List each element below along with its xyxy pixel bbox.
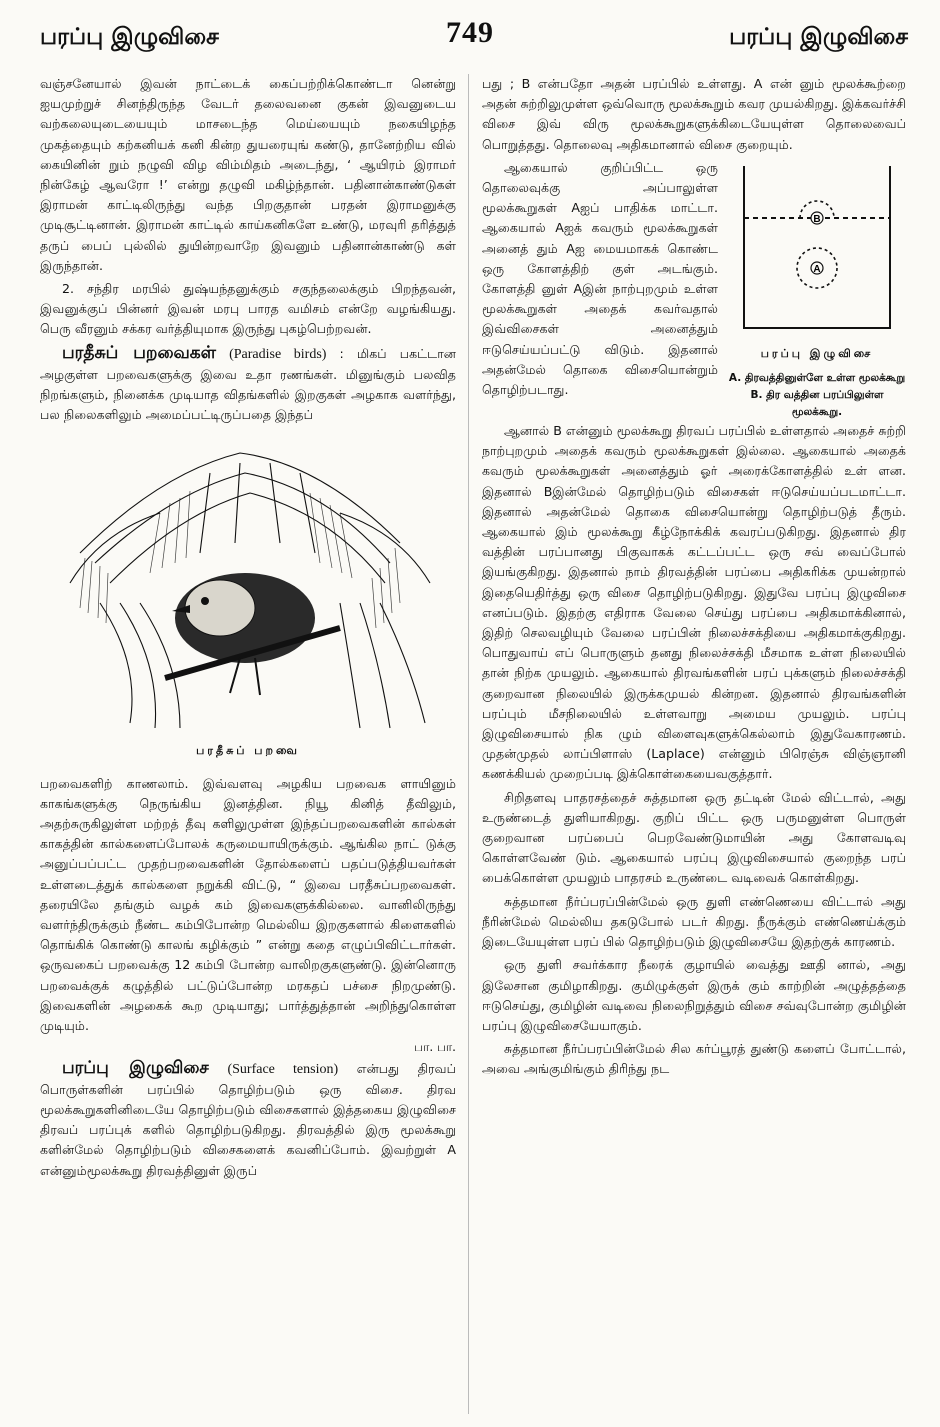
surface-tension-paragraph-3: ஆனால் B என்னும் மூலக்கூறு திரவப் பரப்பில் உள்ளதால் அதைச் சுற்றி நாற்புறமும் அதைக் கவரும் மூலக்கூறுகள் இல்லை. ஆகையால் அதைக் கவரும் மூலக்கூறுகள் அனைத்தும் ஓர் அரைக்கோளத்தில் உள் ளன. இதனால் Bஇன்மேல் தொழிற்படும் விசைகள் ஈடுசெய்யப்படமாட்டா. இதனால் அதன்மேல் தொகை விசையொன்று தொழிற்படுத் தீரும். ஆகையால் இம் மூலக்கூறு கீழ்நோக்கிக் கவரப்படுகிறது. இதனால் திர வத்தின் பரப்பானது பிகுவாகக் கட்டப்பட்ட ஒரு சவ் வைப்போல் இயங்குகிறது. இதனால் நாம் திரவத்தின் பரப்பை அதிகரிக்க முயன்றால் இதையெதிர்த்து ஒரு விசை தொழிற்படுகிறது. இதுவே பரப்பு இழுவிசை எனப்படும். இதற்கு எதிராக வேலை செய்து பரப்பை அதிகமாக்கினால், இதிற் செலவழியும் வேலை பரப்பின் நிலைச்சக்தியை அதிகமாக்குகிறது. பொதுவாய் எப் பொருளும் தனது நிலைச்சக்தி மீசமாக உள்ள நிலையில் தான் நிற்க முயலும். ஆகையால் திரவங்களின் பரப் புக்களும் நிலைச்சக்தி குறைவான நிலையில் இருக்கமுயல் கின்றன. இதனால் திரவங்களின் பரப்பும் மீசநிலையில் உள்ளவாறு அமைய முயலும். பரப்பு இழுவிசையால் நிக ழும் விளைவுகளுக்கெல்லாம் இதுவேகாரணம். முதன்முதல் லாப்பிளாஸ் (Laplace) என்னும் பிரெஞ்சு விஞ்ஞானி கணக்கியல் முறைப்படி இக்கொள்கையைவகுத்தார்.	[482, 423, 906, 782]
mercury-paragraph: சிறிதளவு பாதரசத்தைச் சுத்தமான ஒரு தட்டின் மேல் விட்டால், அது உருண்டைத் துளியாகிறது. குறிப் பிட்ட ஒரு பருமனுள்ள பொருள் குறைவான பரப்பைப் பெறவேண்டுமாயின் அது கோளவடிவு கொள்ளவேண் டும். ஆகையால் பரப்பு இழுவிசையால் குறைந்த பரப் பைக்கொள்ள முயலும் பாதரசம் உருண்டை வடிவைக் கொள்கிறது.	[482, 789, 906, 886]
diagram-label-b: B	[813, 213, 821, 225]
surface-tension-paragraph-1: பது ; B என்பதோ அதன் பரப்பில் உள்ளது. A என் னும் மூலக்கூற்றை அதன் சுற்றிலுமுள்ள ஒவ்வொரு மூலக்கூறும் கவர முயல்கிறது. இக்கவர்ச்சி விசை இவ் விரு மூலக்கூறுகளுக்கிடையேயுள்ள தொலைவைப் பொறுத்தது. தொலைவு அதிகமானால் விசை குறையும்.	[482, 76, 906, 152]
diagram-title: பரப்பு இழுவிசை	[760, 346, 874, 360]
page-header	[0, 10, 940, 62]
right-column	[482, 74, 906, 1083]
surface-tension-entry	[40, 1058, 456, 1181]
diagram-label-a: A	[813, 263, 821, 275]
bird-figure	[40, 433, 456, 733]
camphor-paragraph: சுத்தமான நீர்ப்பரப்பின்மேல் சில கர்ப்பூரத் துண்டு களைப் போட்டால், அவை அங்குமிங்கும் திரிந்து நட	[482, 1041, 906, 1077]
surface-tension-diagram-icon	[732, 158, 902, 338]
bharata-paragraph-1: வஞ்சனேயால் இவன் நாட்டைக் கைப்பற்றிக்கொண்டா னென்று ஐயமுற்றுச் சினந்திருந்த வேடர் தலைவனை குகன் இவனுடைய வற்கலையுடையையும் மாசடைந்த மெய்யையும் நகையிழந்த முகத்தையும் கற்கனியக் கனி கின்ற துயரையுங் கண்டு, தானேற்றிய வில் கையினின் றும் நழுவி விழ விம்மிதம் அடைந்து, ‘ ஆயிரம் இராமர் நின்கேழ் ஆவரோ !’ என்று தழுவி மகிழ்ந்தான். பதினான்காண்டுகள் இராமன் காட்டிலிருந்து வந்த பிறகுதான் பரதன் இராமனுக்கு முடிசூட்டினான். இராமன் காட்டில் காய்கனிகளே உண்டு, மரவுரி தரித்துத் தருப் பைப் புல்லில் துயின்றவாறே இவனும் பதினான்காண்டு கள் இருந்தான்.	[40, 76, 456, 273]
left-column	[40, 74, 456, 1184]
oil-film-paragraph: சுத்தமான நீர்ப்பரப்பின்மேல் ஒரு துளி எண்ணெயை விட்டால் அது நீரின்மேல் மெல்லிய தகடுபோல் படர் கிறது. நீருக்கும் எண்ணெய்க்கும் இடையேயுள்ள பரப் பில் தொழிற்படும் இழுவிசையே இதற்குக் காரணம்.	[482, 893, 906, 950]
paradise-birds-text: : மிகப் பகட்டான அழகுள்ள பறவைகளுக்கு இவை உதா ரணங்கள். மினுங்கும் பலவித நிறங்களும், நினைக்க முடியாத விதங்களில் இறகுகள் அழகாக வளர்ந்து, பல நிலைகளிலும் அமைப்பட்டிருப்பதை இந்தப்	[40, 345, 456, 423]
surface-tension-latin: (Surface tension)	[227, 1061, 339, 1077]
running-head-right: பரப்பு இழுவிசை	[729, 24, 908, 50]
diagram-box	[728, 158, 906, 421]
figure-caption: பரதீசுப் பறவை	[196, 744, 300, 758]
column-divider	[468, 74, 469, 1414]
bird-of-paradise-icon	[40, 433, 456, 733]
diagram-caption: A. திரவத்தினுள்ளே உள்ள மூலக்கூறு B. திர வத்தின பரப்பிலுள்ள மூலக்கூறு.	[728, 372, 906, 419]
bharata-paragraph-2: 2. சந்திர மரபில் துஷ்யந்தனுக்கும் சகுந்தலைக்கும் பிறந்தவன், இவனுக்குப் பின்னர் இவன் மரபு பாரத வமிசம் என்றே வழங்கியது. பெரு வீரனும் சக்கர வர்த்தியுமாக இருந்து புகழ்பெற்றவன்.	[40, 281, 456, 337]
paradise-birds-headword: பரதீசுப் பறவைகள்	[62, 342, 217, 363]
surface-tension-paragraph-2: ஆகையால் குறிப்பிட்ட ஒரு தொலைவுக்கு அப்பாலுள்ள மூலக்கூறுகள் Aஐப் பாதிக்க மாட்டா. ஆகையால் Aஐக் கவரும் மூலக்கூறுகள் அனைத் தும் Aஐ மையமாகக் கொண்ட ஒரு கோளத்திற் குள் அடங்கும். கோளத்தி னுள் Aஇன் நாற்புறமும் உள்ள மூலக்கூறுகள் அதைக் கவர்வதால் இவ்விசைகள் அனைத்தும் ஈடுசெய்யப்பட்டு விடும். இதனால் அதன்மேல் தொகை விசையொன்றும் தொழிற்படாது.	[482, 159, 718, 398]
page-number: 749	[446, 16, 494, 49]
paradise-birds-paragraph: பறவைகளிற் காணலாம். இவ்வளவு அழகிய பறவைக ளாயினும் காகங்களுக்கு நெருங்கிய இனத்தின. நியூ கினித் தீவிலும், அதற்சுருகிலுள்ள மற்றத் தீவு களிலுமுள்ள இந்தப்பறவைகளின் கால்கள் காகத்தின் கால்களைப்போலக் கருமையாயிருக்கும். ஆங்கில நாட் டுக்கு அனுப்பப்பட்ட முதற்பறவைகளின் தோல்களைப் பதப்படுத்தியவர்கள் உள்ளடைத்துக் கால்களை நறுக்கி விட்டு, “ இவை பரதீசுப்பறவைகள். தரையிலே தங்கும் வழக் கம் இவைகளுக்கில்லை. வானிலிருந்து வளர்ந்திருக்கும் நீண்ட கம்பிபோன்ற மெல்லிய இறகுகளால் கிளைகளில் தொங்கிக் கொண்டு காலங் கழிக்கும் ” என்று கதை எழுப்பிவிட்டார்கள். ஒருவகைப் பறவைக்கு 12 கம்பி போன்ற வாலிறகுகளுண்டு. இன்னொரு பறவைக்குக் கழுத்தில் பட்டுப்போன்ற மரகதப் பச்சை நிறமுண்டு. இவைகளின் அழகைக் கூற முடியாது; பார்த்துத்தான் அறிந்துகொள்ள முடியும்.	[40, 775, 456, 1034]
surface-tension-headword: பரப்பு இழுவிசை	[62, 1057, 209, 1078]
running-head-left: பரப்பு இழுவிசை	[40, 24, 219, 50]
paradise-birds-entry	[40, 343, 456, 426]
author-initials: பா. பா.	[414, 1040, 456, 1055]
surface-tension-text: என்பது திரவப் பொருள்களின் பரப்பில் தொழிற்படும் ஒரு விசை. திரவ மூலக்கூறுகளினிடையே தொழிற்படும் விசைகளால் இத்தகைய இழுவிசை திரவப் பரப்புக் களில் தொழிற்படுகிறது. திரவத்தில் இரு மூலக்கூறு களின்மேல் தொழிற்படும் விசைகளைக் கவனிப்போம். இவற்றுள் A என்னும்மூலக்கூறு திரவத்தினுள் இருப்	[40, 1060, 456, 1178]
paradise-birds-latin: (Paradise birds)	[229, 346, 327, 362]
diagram-wrap	[482, 158, 906, 421]
soap-bubble-paragraph: ஒரு துளி சவர்க்கார நீரைக் குழாயில் வைத்து ஊதி னால், அது இலேசான குமிழாகிறது. குமிழுக்குள் இருக் கும் காற்றின் அழுத்தத்தை ஈடுசெய்து, குமிழின் வடிவை நிலைநிறுத்தும் விசை சவ்வுபோன்ற குமிழின் பரப்பு இழுவிசையேயாகும்.	[482, 957, 906, 1033]
